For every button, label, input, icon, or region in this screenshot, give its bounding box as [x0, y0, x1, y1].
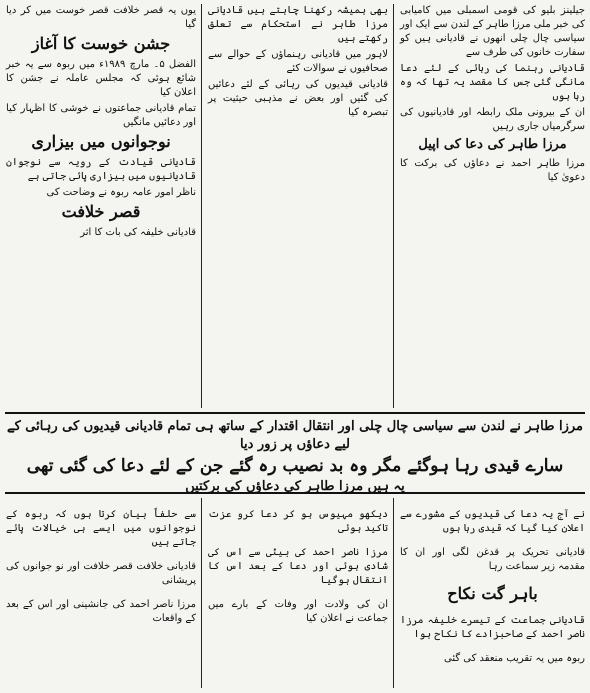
column-right-bottom — [400, 498, 585, 676]
banner-line-3: یہ ہیں مرزا طاہر کی دعاؤں کی برکتیں — [185, 479, 405, 494]
note: قادیانی خلیفہ کی بات کا اثر — [80, 227, 196, 238]
column-divider — [201, 498, 202, 688]
paragraph: ان کے بیرونی ملک رابطہ اور قادیانیوں کی سرگرمیاں جاری رہیں — [400, 107, 585, 132]
paragraph: الفضل ۵۔ مارچ ۱۹۸۹ء میں ربوہ سے یہ خبر شائع ہوئی کہ مجلس عاملہ نے جشن کا اعلان کیا — [6, 59, 197, 98]
subheading: مرزا طاہر کی دعا کی اپیل — [418, 137, 567, 152]
column-middle-top — [208, 4, 388, 122]
paragraph: نے آج یہ دعا کی قیدیوں کے مشورے سے اعلان کیا گیا کہ قیدی رہا ہوں — [400, 509, 585, 534]
paragraph: قادیانی قیادت کے رویہ سے نوجوان قادیانیوں میں بیزاری پائی جاتی ہے — [6, 157, 196, 182]
paragraph: قادیانی خلافت قصر خلافت اور نو جوانوں کی پریشانی — [6, 561, 196, 586]
banner-line-1: مرزا طاہر نے لندن سے سیاسی چال چلی اور انتقال اقتدار کے ساتھ ہی تمام قادیانی قیدیوں کی رہائی کے لیے دعاؤں پر زور دیا — [6, 419, 584, 452]
column-left-bottom — [6, 498, 196, 636]
column-middle-bottom — [208, 498, 388, 636]
paragraph: سے حلفاً بیان کرتا ہوں کہ ربوہ کے نوجوانوں میں ایسے ہی خیالات پائے جاتے ہیں — [6, 509, 196, 548]
paragraph: مرزا ناصر احمد کی جانشینی اور اس کے بعد کے واقعات — [6, 599, 196, 624]
column-divider — [393, 498, 394, 688]
banner-line-2: سارے قیدی رہا ہوگئے مگر وہ بد نصیب رہ گئے جن کے لئے دعا کی گئی تھی — [26, 456, 564, 476]
paragraph: ربوہ میں یہ تقریب منعقد کی گئی — [443, 653, 585, 664]
column-divider — [393, 4, 394, 408]
paragraph: قادیانی جماعت کے تیسرے خلیفہ مرزا ناصر احمد کے صاحبزادے کا نکاح ہوا — [400, 615, 585, 640]
intro-line: یوں یہ قصر خلافت قصر خوست میں کر دیا گیا — [6, 5, 196, 30]
paragraph: ان کی ولادت اور وفات کے بارے میں جماعت نے اعلان کیا — [208, 599, 388, 624]
paragraph: بھی ہمیشہ رکھنا چاہتے ہیں قادیانی مرزا طاہر نے استحکام سے تعلق رکھتے ہیں — [208, 5, 388, 44]
heading-nojawan: نوجوانوں میں بیزاری — [31, 132, 171, 151]
column-right-top — [400, 4, 585, 187]
paragraph: قادیانی تحریک پر قدغن لگی اور ان کا مقدمہ زیر سماعت رہا — [400, 547, 585, 572]
paragraph: ناظر امور عامہ ربوہ نے وضاحت کی — [46, 187, 196, 198]
paragraph: جیلینز بلیو کی قومی اسمبلی میں کامیابی کی خبر ملی مرزا طاہر کے لندن سے ایک اور سیاسی چال چلی انھوں نے قادیانی ہیں کو سفارت خانوں کی طرف سے — [400, 5, 585, 58]
paragraph: قادیانی قیدیوں کی رہائی کے لئے دعائیں کی گئیں اور بعض نے مذہبی حیثیت پر تبصرہ کیا — [208, 79, 388, 118]
paragraph: دیکھو مہیوس ہو کر دعا کرو عزت تاکید ہوئی — [208, 509, 388, 534]
paragraph: لاہور میں قادیانی رہنماؤں کے حوالے سے صحافیوں نے سوالات کئے — [208, 49, 388, 74]
heading-qasr-khilafat: قصر خلافت — [61, 202, 141, 221]
paragraph: تمام قادیانی جماعتوں نے خوشی کا اظہار کیا اور دعائیں مانگیں — [6, 103, 196, 128]
paragraph: قادیانی رہنما کی رہائی کے لئے دعا مانگی گئی جس کا مقصد یہ تھا کہ وہ رہا ہوں — [400, 63, 585, 102]
paragraph: مرزا ناصر احمد کی بیٹی سے اس کی شادی ہوئی اور دعا کے بعد اس کا انتقال ہوگیا — [208, 547, 388, 586]
heading-nikah: باہر گت نکاح — [447, 584, 538, 603]
column-divider — [201, 4, 202, 408]
heading-jashn: جشن خوست کا آغاز — [31, 34, 171, 53]
headline-banner — [5, 412, 585, 494]
paragraph: مرزا طاہر احمد نے دعاؤں کی برکت کا دعویٰ کیا — [400, 158, 585, 183]
column-left-top — [6, 4, 196, 242]
